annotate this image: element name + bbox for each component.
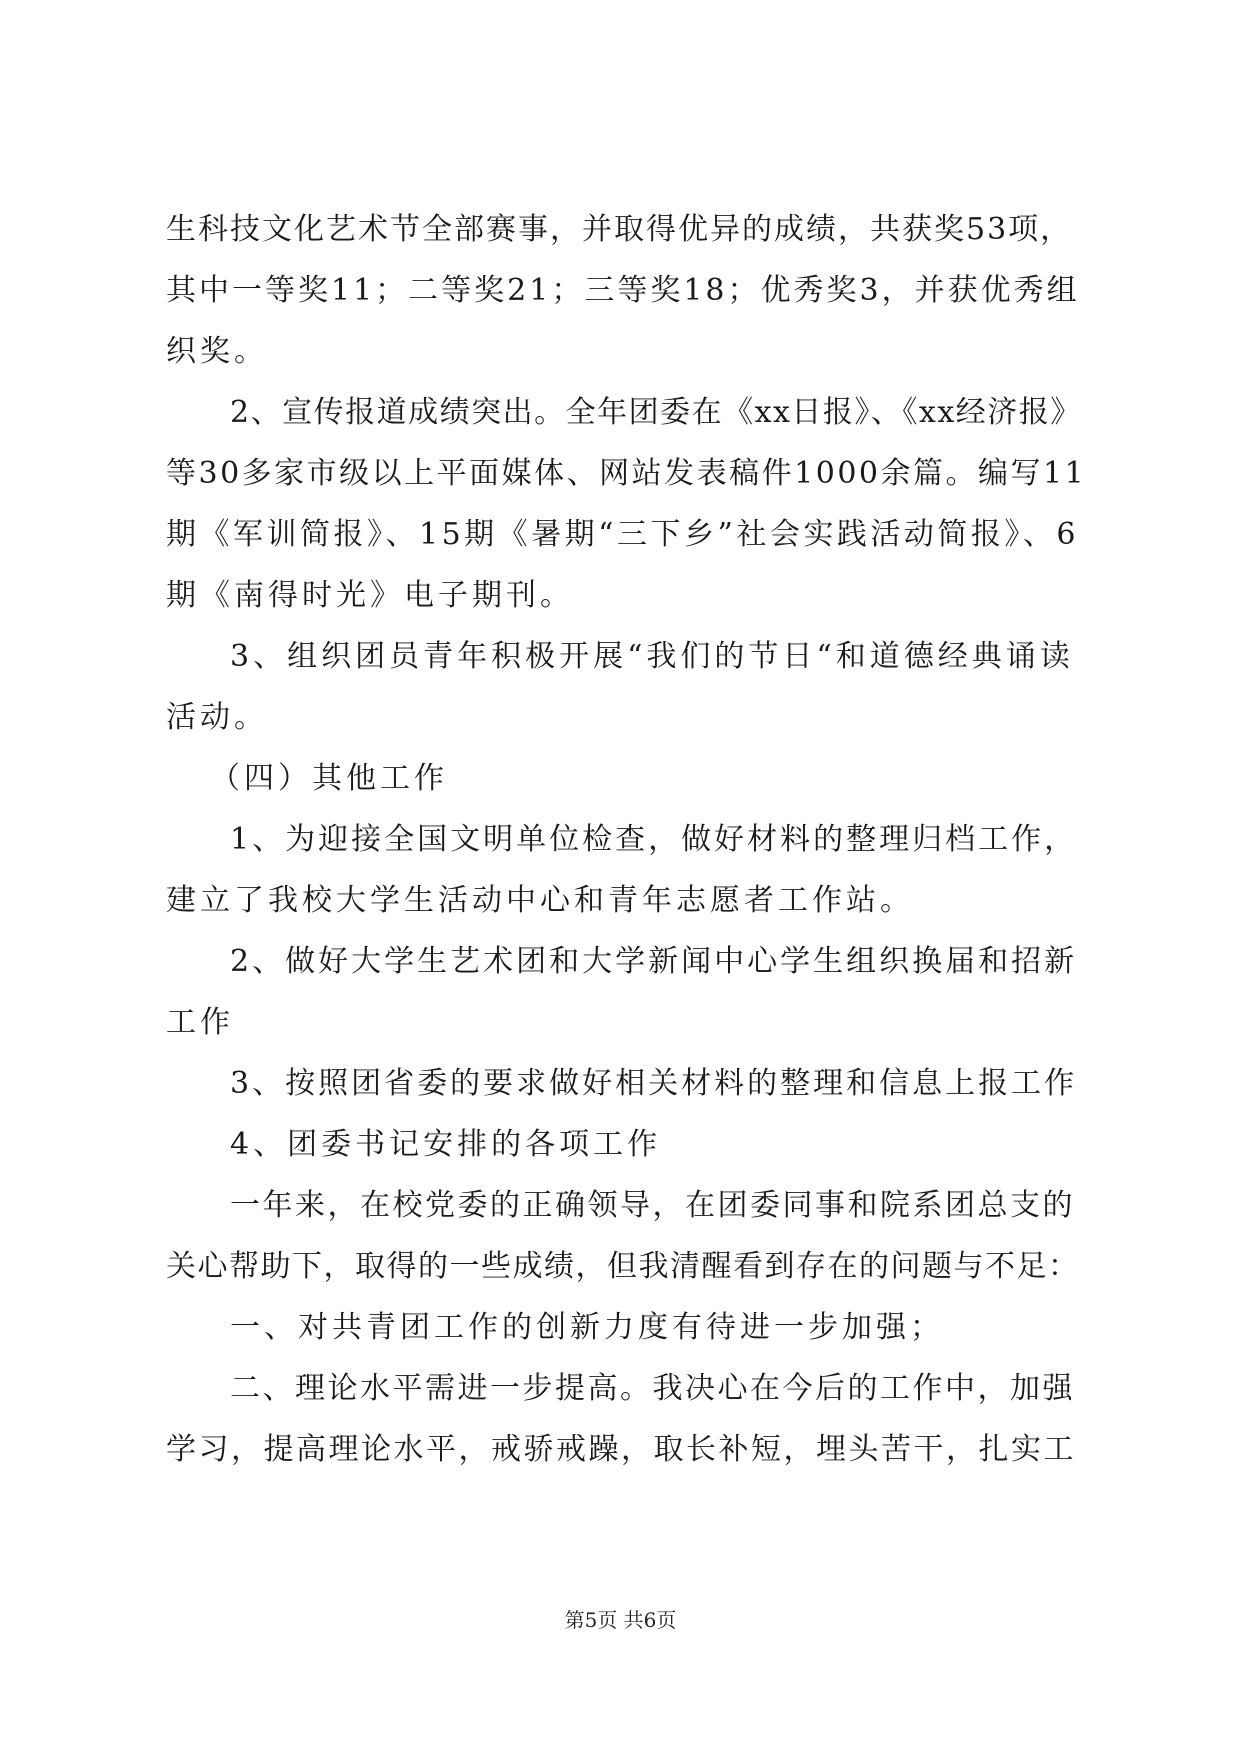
section-heading: （四）其他工作: [210, 761, 448, 796]
paragraph-start: 4、团委书记安排的各项工作: [230, 1127, 662, 1162]
paragraph-start: 3、按照团省委的要求做好相关材料的整理和信息上报工作: [230, 1066, 1078, 1101]
text-line: 期《南得时光》电子期刊。: [166, 578, 574, 613]
paragraph-start: 2、做好大学生艺术团和大学新闻中心学生组织换届和招新: [230, 944, 1078, 979]
text-line: 活动。: [166, 700, 268, 735]
text-line: 生科技文化艺术节全部赛事，并取得优异的成绩，共获奖53项，: [166, 212, 1073, 247]
paragraph-start: 2、宣传报道成绩突出。全年团委在《xx日报》、《xx经济报》: [230, 395, 1082, 430]
text-line: 学习，提高理论水平，戒骄戒躁，取长补短，埋头苦干，扎实工: [166, 1432, 1076, 1467]
text-line: 期《军训简报》、15期《暑期“三下乡”社会实践活动简报》、6: [166, 517, 1079, 552]
paragraph-start: 二、理论水平需进一步提高。我决心在今后的工作中，加强: [230, 1371, 1075, 1406]
text-line: 工作: [166, 1005, 234, 1040]
text-line: 建立了我校大学生活动中心和青年志愿者工作站。: [166, 883, 914, 918]
paragraph-start: 3、组织团员青年积极开展“我们的节日“和道德经典诵读: [230, 639, 1074, 674]
page-number-footer: 第5页 共6页: [564, 1608, 677, 1632]
paragraph-start: 一、对共青团工作的创新力度有待进一步加强；: [230, 1310, 944, 1345]
paragraph-start: 1、为迎接全国文明单位检查，做好材料的整理归档工作，: [230, 822, 1078, 857]
text-line: 关心帮助下，取得的一些成绩，但我清醒看到存在的问题与不足：: [166, 1249, 1080, 1284]
text-line: 其中一等奖11；二等奖21；三等奖18；优秀奖3，并获优秀组: [166, 273, 1080, 308]
text-line: 等30多家市级以上平面媒体、网站发表稿件1000余篇。编写11: [166, 456, 1087, 491]
paragraph-start: 一年来，在校党委的正确领导，在团委同事和院系团总支的: [230, 1188, 1075, 1223]
document-body: [166, 199, 1086, 1480]
text-line: 织奖。: [166, 334, 268, 369]
